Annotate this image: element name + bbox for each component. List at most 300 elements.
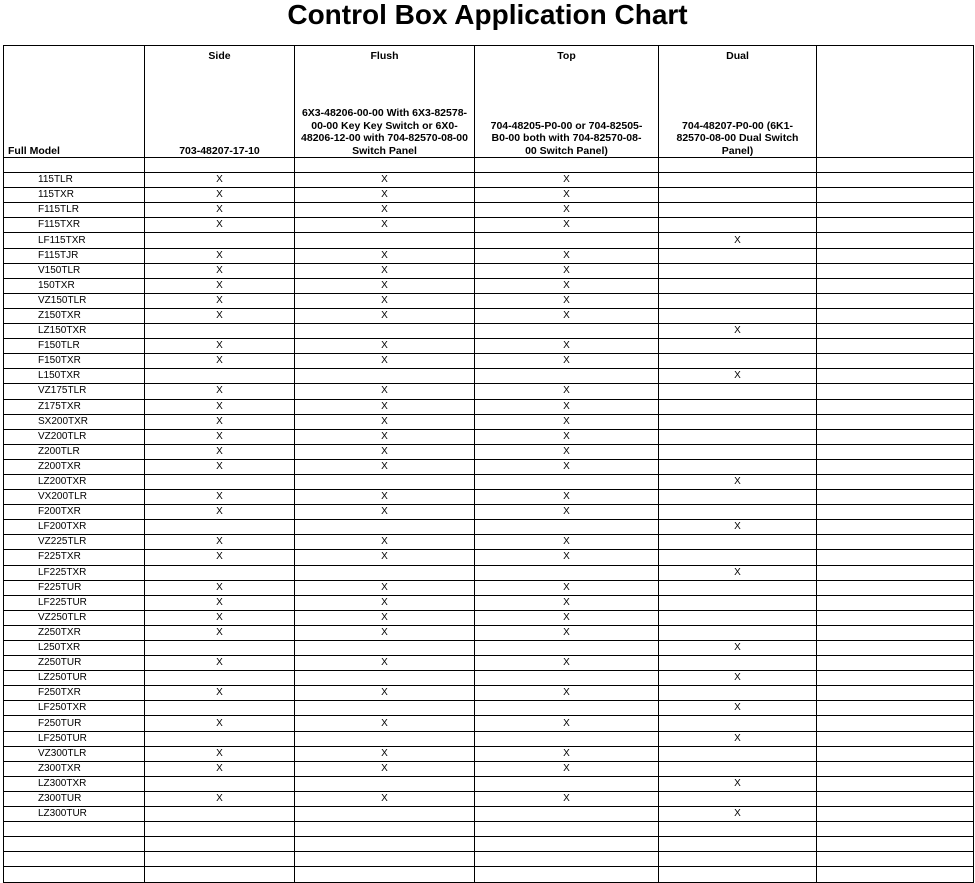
table-row bbox=[4, 369, 974, 384]
blank-cell bbox=[817, 324, 974, 339]
side-mark-cell bbox=[145, 369, 295, 384]
blank-cell bbox=[817, 248, 974, 263]
table-row bbox=[4, 867, 974, 882]
dual-mark-cell bbox=[659, 867, 817, 882]
top-mark-cell: X bbox=[475, 293, 659, 308]
blank-cell bbox=[817, 701, 974, 716]
flush-mark-cell: X bbox=[295, 203, 475, 218]
flush-mark-cell bbox=[295, 369, 475, 384]
table-row bbox=[4, 474, 974, 489]
dual-mark-cell bbox=[659, 595, 817, 610]
model-cell: L150TXR bbox=[4, 369, 145, 384]
header-top-label: Top bbox=[557, 50, 576, 62]
blank-cell bbox=[817, 233, 974, 248]
header-full-model bbox=[4, 46, 145, 158]
blank-cell bbox=[817, 369, 974, 384]
table-row bbox=[4, 233, 974, 248]
header-full-model-label: Full Model bbox=[8, 144, 60, 157]
side-mark-cell: X bbox=[145, 490, 295, 505]
top-mark-cell bbox=[475, 369, 659, 384]
flush-mark-cell: X bbox=[295, 248, 475, 263]
table-row bbox=[4, 308, 974, 323]
blank-cell bbox=[817, 263, 974, 278]
side-mark-cell: X bbox=[145, 188, 295, 203]
dual-mark-cell bbox=[659, 761, 817, 776]
model-cell: F115TJR bbox=[4, 248, 145, 263]
model-cell: LF225TUR bbox=[4, 595, 145, 610]
top-mark-cell bbox=[475, 822, 659, 837]
side-mark-cell: X bbox=[145, 595, 295, 610]
table-row bbox=[4, 716, 974, 731]
application-chart-table bbox=[3, 45, 974, 883]
header-side-part: 703-48207-17-10 bbox=[179, 144, 260, 157]
flush-mark-cell: X bbox=[295, 610, 475, 625]
blank-cell bbox=[817, 565, 974, 580]
dual-mark-cell bbox=[659, 218, 817, 233]
side-mark-cell: X bbox=[145, 173, 295, 188]
dual-mark-cell bbox=[659, 414, 817, 429]
flush-mark-cell bbox=[295, 641, 475, 656]
side-mark-cell bbox=[145, 671, 295, 686]
blank-cell bbox=[817, 716, 974, 731]
top-mark-cell bbox=[475, 474, 659, 489]
flush-mark-cell bbox=[295, 520, 475, 535]
table-row bbox=[4, 852, 974, 867]
model-cell: VZ250TLR bbox=[4, 610, 145, 625]
spacer-row bbox=[4, 158, 974, 173]
model-cell: LZ300TXR bbox=[4, 776, 145, 791]
model-cell: VZ300TLR bbox=[4, 746, 145, 761]
blank-cell bbox=[817, 625, 974, 640]
blank-cell bbox=[817, 656, 974, 671]
model-cell: Z250TXR bbox=[4, 625, 145, 640]
top-mark-cell: X bbox=[475, 173, 659, 188]
top-mark-cell bbox=[475, 233, 659, 248]
side-mark-cell: X bbox=[145, 399, 295, 414]
blank-cell bbox=[817, 686, 974, 701]
top-mark-cell: X bbox=[475, 535, 659, 550]
table-row bbox=[4, 686, 974, 701]
top-mark-cell: X bbox=[475, 203, 659, 218]
blank-cell bbox=[817, 791, 974, 806]
flush-mark-cell bbox=[295, 324, 475, 339]
side-mark-cell bbox=[145, 807, 295, 822]
table-row bbox=[4, 490, 974, 505]
flush-mark-cell: X bbox=[295, 173, 475, 188]
table-row bbox=[4, 791, 974, 806]
table-row bbox=[4, 746, 974, 761]
side-mark-cell bbox=[145, 731, 295, 746]
table-row bbox=[4, 535, 974, 550]
model-cell: LZ250TUR bbox=[4, 671, 145, 686]
side-mark-cell: X bbox=[145, 414, 295, 429]
model-cell: F200TXR bbox=[4, 505, 145, 520]
dual-mark-cell bbox=[659, 837, 817, 852]
model-cell: Z250TUR bbox=[4, 656, 145, 671]
table-row bbox=[4, 837, 974, 852]
dual-mark-cell bbox=[659, 746, 817, 761]
top-mark-cell bbox=[475, 776, 659, 791]
table-row bbox=[4, 807, 974, 822]
top-mark-cell bbox=[475, 324, 659, 339]
dual-mark-cell bbox=[659, 399, 817, 414]
side-mark-cell bbox=[145, 565, 295, 580]
flush-mark-cell bbox=[295, 701, 475, 716]
blank-cell bbox=[817, 520, 974, 535]
blank-cell bbox=[817, 610, 974, 625]
flush-mark-cell: X bbox=[295, 535, 475, 550]
flush-mark-cell: X bbox=[295, 716, 475, 731]
blank-cell bbox=[817, 459, 974, 474]
flush-mark-cell bbox=[295, 671, 475, 686]
top-mark-cell: X bbox=[475, 716, 659, 731]
top-mark-cell: X bbox=[475, 308, 659, 323]
dual-mark-cell bbox=[659, 686, 817, 701]
dual-mark-cell bbox=[659, 444, 817, 459]
blank-cell bbox=[817, 278, 974, 293]
dual-mark-cell: X bbox=[659, 369, 817, 384]
dual-mark-cell: X bbox=[659, 731, 817, 746]
table-row bbox=[4, 595, 974, 610]
chart-body bbox=[4, 158, 974, 883]
dual-mark-cell: X bbox=[659, 565, 817, 580]
flush-mark-cell: X bbox=[295, 354, 475, 369]
dual-mark-cell: X bbox=[659, 807, 817, 822]
flush-mark-cell: X bbox=[295, 686, 475, 701]
blank-cell bbox=[817, 293, 974, 308]
side-mark-cell bbox=[145, 837, 295, 852]
header-top bbox=[475, 46, 659, 158]
table-row bbox=[4, 656, 974, 671]
side-mark-cell: X bbox=[145, 278, 295, 293]
table-row bbox=[4, 761, 974, 776]
blank-cell bbox=[817, 308, 974, 323]
flush-mark-cell: X bbox=[295, 791, 475, 806]
table-row bbox=[4, 701, 974, 716]
flush-mark-cell: X bbox=[295, 550, 475, 565]
top-mark-cell: X bbox=[475, 188, 659, 203]
table-row bbox=[4, 218, 974, 233]
model-cell: V150TLR bbox=[4, 263, 145, 278]
dual-mark-cell bbox=[659, 490, 817, 505]
header-flush bbox=[295, 46, 475, 158]
blank-cell bbox=[817, 852, 974, 867]
dual-mark-cell bbox=[659, 203, 817, 218]
table-row bbox=[4, 444, 974, 459]
dual-mark-cell: X bbox=[659, 641, 817, 656]
table-row bbox=[4, 354, 974, 369]
flush-mark-cell bbox=[295, 837, 475, 852]
model-cell: F225TXR bbox=[4, 550, 145, 565]
side-mark-cell: X bbox=[145, 535, 295, 550]
dual-mark-cell bbox=[659, 263, 817, 278]
blank-cell bbox=[817, 399, 974, 414]
model-cell bbox=[4, 837, 145, 852]
top-mark-cell: X bbox=[475, 429, 659, 444]
page-title: Control Box Application Chart bbox=[287, 0, 688, 30]
table-row bbox=[4, 822, 974, 837]
flush-mark-cell: X bbox=[295, 278, 475, 293]
dual-mark-cell bbox=[659, 791, 817, 806]
table-row bbox=[4, 505, 974, 520]
dual-mark-cell bbox=[659, 429, 817, 444]
dual-mark-cell bbox=[659, 535, 817, 550]
model-cell: Z300TXR bbox=[4, 761, 145, 776]
flush-mark-cell: X bbox=[295, 580, 475, 595]
table-row bbox=[4, 520, 974, 535]
model-cell: Z200TXR bbox=[4, 459, 145, 474]
top-mark-cell bbox=[475, 837, 659, 852]
model-cell: F150TLR bbox=[4, 339, 145, 354]
side-mark-cell: X bbox=[145, 444, 295, 459]
flush-mark-cell: X bbox=[295, 399, 475, 414]
model-cell: LF115TXR bbox=[4, 233, 145, 248]
side-mark-cell: X bbox=[145, 248, 295, 263]
blank-cell bbox=[817, 550, 974, 565]
side-mark-cell bbox=[145, 474, 295, 489]
flush-mark-cell: X bbox=[295, 505, 475, 520]
flush-mark-cell: X bbox=[295, 188, 475, 203]
table-row bbox=[4, 324, 974, 339]
side-mark-cell bbox=[145, 776, 295, 791]
blank-cell bbox=[817, 761, 974, 776]
model-cell bbox=[4, 822, 145, 837]
table-row bbox=[4, 278, 974, 293]
flush-mark-cell: X bbox=[295, 490, 475, 505]
side-mark-cell: X bbox=[145, 459, 295, 474]
dual-mark-cell: X bbox=[659, 324, 817, 339]
top-mark-cell: X bbox=[475, 686, 659, 701]
model-cell: SX200TXR bbox=[4, 414, 145, 429]
model-cell: LZ200TXR bbox=[4, 474, 145, 489]
blank-cell bbox=[817, 807, 974, 822]
blank-cell bbox=[817, 173, 974, 188]
model-cell: 115TLR bbox=[4, 173, 145, 188]
flush-mark-cell: X bbox=[295, 218, 475, 233]
model-cell bbox=[4, 867, 145, 882]
model-cell: Z300TUR bbox=[4, 791, 145, 806]
model-cell: Z200TLR bbox=[4, 444, 145, 459]
dual-mark-cell bbox=[659, 610, 817, 625]
model-cell: LF225TXR bbox=[4, 565, 145, 580]
table-row bbox=[4, 459, 974, 474]
table-row bbox=[4, 263, 974, 278]
side-mark-cell: X bbox=[145, 505, 295, 520]
dual-mark-cell bbox=[659, 852, 817, 867]
flush-mark-cell: X bbox=[295, 384, 475, 399]
top-mark-cell: X bbox=[475, 384, 659, 399]
blank-cell bbox=[817, 188, 974, 203]
flush-mark-cell: X bbox=[295, 656, 475, 671]
top-mark-cell: X bbox=[475, 248, 659, 263]
model-cell: 115TXR bbox=[4, 188, 145, 203]
blank-cell bbox=[817, 203, 974, 218]
side-mark-cell: X bbox=[145, 550, 295, 565]
table-row bbox=[4, 384, 974, 399]
model-cell: LZ300TUR bbox=[4, 807, 145, 822]
table-row bbox=[4, 565, 974, 580]
dual-mark-cell: X bbox=[659, 520, 817, 535]
model-cell: LF250TUR bbox=[4, 731, 145, 746]
model-cell: VZ200TLR bbox=[4, 429, 145, 444]
dual-mark-cell: X bbox=[659, 776, 817, 791]
top-mark-cell bbox=[475, 807, 659, 822]
dual-mark-cell bbox=[659, 580, 817, 595]
side-mark-cell: X bbox=[145, 656, 295, 671]
blank-cell bbox=[817, 444, 974, 459]
dual-mark-cell bbox=[659, 550, 817, 565]
table-row bbox=[4, 188, 974, 203]
dual-mark-cell: X bbox=[659, 474, 817, 489]
model-cell: VZ150TLR bbox=[4, 293, 145, 308]
flush-mark-cell bbox=[295, 867, 475, 882]
dual-mark-cell bbox=[659, 716, 817, 731]
flush-mark-cell: X bbox=[295, 595, 475, 610]
model-cell: LZ150TXR bbox=[4, 324, 145, 339]
side-mark-cell: X bbox=[145, 580, 295, 595]
side-mark-cell: X bbox=[145, 384, 295, 399]
flush-mark-cell: X bbox=[295, 263, 475, 278]
model-cell: F150TXR bbox=[4, 354, 145, 369]
model-cell: LF250TXR bbox=[4, 701, 145, 716]
dual-mark-cell bbox=[659, 822, 817, 837]
top-mark-cell bbox=[475, 671, 659, 686]
flush-mark-cell: X bbox=[295, 746, 475, 761]
flush-mark-cell: X bbox=[295, 414, 475, 429]
flush-mark-cell: X bbox=[295, 761, 475, 776]
header-flush-part: 6X3-48206-00-00 With 6X3-82578-00-00 Key Key Switch or 6X0-48206-12-00 with 704-82570-08-00 Switch Panel bbox=[301, 107, 468, 157]
side-mark-cell: X bbox=[145, 218, 295, 233]
top-mark-cell: X bbox=[475, 625, 659, 640]
blank-cell bbox=[817, 580, 974, 595]
top-mark-cell: X bbox=[475, 505, 659, 520]
top-mark-cell: X bbox=[475, 399, 659, 414]
flush-mark-cell: X bbox=[295, 429, 475, 444]
side-mark-cell bbox=[145, 852, 295, 867]
top-mark-cell: X bbox=[475, 580, 659, 595]
table-row bbox=[4, 339, 974, 354]
model-cell: F115TXR bbox=[4, 218, 145, 233]
model-cell: Z175TXR bbox=[4, 399, 145, 414]
flush-mark-cell: X bbox=[295, 308, 475, 323]
top-mark-cell: X bbox=[475, 414, 659, 429]
top-mark-cell: X bbox=[475, 595, 659, 610]
flush-mark-cell bbox=[295, 776, 475, 791]
blank-cell bbox=[817, 414, 974, 429]
table-row bbox=[4, 671, 974, 686]
blank-cell bbox=[817, 429, 974, 444]
header-row bbox=[4, 46, 974, 158]
top-mark-cell bbox=[475, 565, 659, 580]
header-side-label: Side bbox=[208, 50, 231, 62]
top-mark-cell: X bbox=[475, 278, 659, 293]
table-row bbox=[4, 580, 974, 595]
side-mark-cell bbox=[145, 520, 295, 535]
header-blank bbox=[817, 46, 974, 158]
flush-mark-cell bbox=[295, 731, 475, 746]
table-row bbox=[4, 550, 974, 565]
header-side bbox=[145, 46, 295, 158]
side-mark-cell: X bbox=[145, 263, 295, 278]
header-dual-part: 704-48207-P0-00 (6K1-82570-08-00 Dual Switch Panel) bbox=[676, 119, 799, 157]
flush-mark-cell: X bbox=[295, 625, 475, 640]
side-mark-cell: X bbox=[145, 339, 295, 354]
table-row bbox=[4, 731, 974, 746]
flush-mark-cell bbox=[295, 474, 475, 489]
header-dual-label: Dual bbox=[726, 50, 749, 62]
model-cell: F250TXR bbox=[4, 686, 145, 701]
blank-cell bbox=[817, 671, 974, 686]
table-row bbox=[4, 414, 974, 429]
side-mark-cell: X bbox=[145, 429, 295, 444]
table-row bbox=[4, 641, 974, 656]
side-mark-cell: X bbox=[145, 716, 295, 731]
top-mark-cell bbox=[475, 731, 659, 746]
side-mark-cell bbox=[145, 233, 295, 248]
flush-mark-cell bbox=[295, 852, 475, 867]
top-mark-cell: X bbox=[475, 444, 659, 459]
table-row bbox=[4, 173, 974, 188]
table-row bbox=[4, 776, 974, 791]
top-mark-cell bbox=[475, 520, 659, 535]
table-row bbox=[4, 248, 974, 263]
side-mark-cell: X bbox=[145, 686, 295, 701]
side-mark-cell: X bbox=[145, 293, 295, 308]
blank-cell bbox=[817, 339, 974, 354]
model-cell: L250TXR bbox=[4, 641, 145, 656]
table-row bbox=[4, 610, 974, 625]
model-cell: VZ175TLR bbox=[4, 384, 145, 399]
blank-cell bbox=[817, 505, 974, 520]
table-row bbox=[4, 429, 974, 444]
dual-mark-cell bbox=[659, 354, 817, 369]
flush-mark-cell: X bbox=[295, 339, 475, 354]
table-row bbox=[4, 399, 974, 414]
blank-cell bbox=[817, 535, 974, 550]
side-mark-cell: X bbox=[145, 308, 295, 323]
top-mark-cell: X bbox=[475, 218, 659, 233]
side-mark-cell bbox=[145, 701, 295, 716]
top-mark-cell: X bbox=[475, 791, 659, 806]
dual-mark-cell bbox=[659, 339, 817, 354]
side-mark-cell bbox=[145, 822, 295, 837]
dual-mark-cell: X bbox=[659, 233, 817, 248]
dual-mark-cell bbox=[659, 308, 817, 323]
flush-mark-cell: X bbox=[295, 293, 475, 308]
blank-cell bbox=[817, 746, 974, 761]
dual-mark-cell: X bbox=[659, 671, 817, 686]
header-top-part: 704-48205-P0-00 or 704-82505-B0-00 both with 704-82570-08-00 Switch Panel) bbox=[490, 119, 643, 157]
blank-cell bbox=[817, 641, 974, 656]
dual-mark-cell bbox=[659, 278, 817, 293]
model-cell bbox=[4, 852, 145, 867]
table-row bbox=[4, 625, 974, 640]
blank-cell bbox=[817, 822, 974, 837]
model-cell: VZ225TLR bbox=[4, 535, 145, 550]
dual-mark-cell bbox=[659, 248, 817, 263]
top-mark-cell bbox=[475, 701, 659, 716]
top-mark-cell: X bbox=[475, 610, 659, 625]
flush-mark-cell bbox=[295, 822, 475, 837]
header-dual bbox=[659, 46, 817, 158]
top-mark-cell: X bbox=[475, 263, 659, 278]
flush-mark-cell bbox=[295, 807, 475, 822]
dual-mark-cell bbox=[659, 293, 817, 308]
side-mark-cell: X bbox=[145, 746, 295, 761]
dual-mark-cell bbox=[659, 625, 817, 640]
dual-mark-cell: X bbox=[659, 701, 817, 716]
header-flush-label: Flush bbox=[370, 50, 399, 62]
